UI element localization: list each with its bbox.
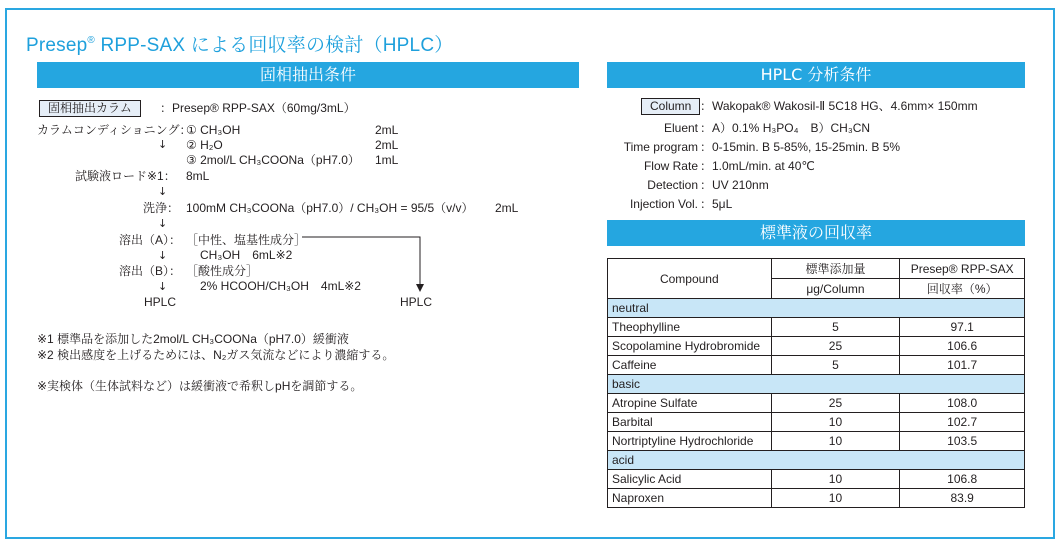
recovery-cell: 108.0 xyxy=(900,394,1025,413)
cartridge-value: ：Presep® RPP-SAX（60mg/3mL） xyxy=(160,101,356,115)
amount-cell: 10 xyxy=(771,489,900,508)
down-arrow-icon: ↓ xyxy=(158,138,168,151)
hplc-destination-a: HPLC xyxy=(400,295,433,309)
group-label: acid xyxy=(608,451,1025,470)
detection-label: Detection xyxy=(647,178,698,192)
table-row xyxy=(608,318,1025,337)
elution-a-value: ［中性、塩基性成分］ xyxy=(186,233,307,247)
elution-b-value: ［酸性成分］ xyxy=(186,264,259,278)
product-header: Presep® RPP-SAX xyxy=(900,259,1025,279)
elution-b-solvent: 2% HCOOH/CH₃OH 4mL※2 xyxy=(200,279,361,293)
amount-cell: 10 xyxy=(771,432,900,451)
flow-rate-value: ：1.0mL/min. at 40℃ xyxy=(700,159,815,173)
amount-unit-header: μg/Column xyxy=(771,279,900,299)
recovery-cell: 102.7 xyxy=(900,413,1025,432)
hplc-conditions-banner: HPLC 分析条件 xyxy=(607,62,1025,88)
note-1: ※1 標準品を添加した2mol/L CH₃COONa（pH7.0）緩衝液 xyxy=(37,332,349,346)
load-value: 8mL xyxy=(186,169,210,183)
injection-volume-value: ：5μL xyxy=(700,197,733,211)
note-3: ※実検体（生体試料など）は緩衝液で希釈しpHを調節する。 xyxy=(37,379,363,393)
recovery-cell: 97.1 xyxy=(900,318,1025,337)
wash-volume: 2mL xyxy=(495,201,519,215)
amount-cell: 10 xyxy=(771,413,900,432)
page-title: Presep® RPP-SAX による回収率の検討（HPLC） xyxy=(26,35,454,56)
amount-cell: 25 xyxy=(771,394,900,413)
table-row xyxy=(608,489,1025,508)
group-row-basic xyxy=(608,375,1025,394)
conditioning-step-3: ③ 2mol/L CH₃COONa（pH7.0） xyxy=(186,153,360,167)
amount-cell: 5 xyxy=(771,318,900,337)
conditioning-step-1: ① CH₃OH xyxy=(186,123,241,137)
group-row-acid xyxy=(608,451,1025,470)
group-row-neutral xyxy=(608,299,1025,318)
recovery-cell: 101.7 xyxy=(900,356,1025,375)
down-arrow-icon: ↓ xyxy=(158,185,168,198)
amount-cell: 25 xyxy=(771,337,900,356)
amount-cell: 5 xyxy=(771,356,900,375)
recovery-cell: 103.5 xyxy=(900,432,1025,451)
compound-cell: Nortriptyline Hydrochloride xyxy=(608,432,772,451)
compound-cell: Caffeine xyxy=(608,356,772,375)
table-row xyxy=(608,432,1025,451)
group-label: basic xyxy=(608,375,1025,394)
table-row xyxy=(608,394,1025,413)
amount-header: 標準添加量 xyxy=(771,259,900,279)
table-row xyxy=(608,356,1025,375)
spe-conditions-banner: 固相抽出条件 xyxy=(37,62,579,88)
amount-cell: 10 xyxy=(771,470,900,489)
time-program-value: ：0-15min. B 5-85%, 15-25min. B 5% xyxy=(700,140,901,154)
elution-a-solvent: CH₃OH 6mL※2 xyxy=(200,248,293,262)
elution-b-label: 溶出（B）： xyxy=(119,264,182,278)
elution-a-label: 溶出（A）： xyxy=(119,233,182,247)
note-2: ※2 検出感度を上げるためには、N₂ガス気流などにより濃縮する。 xyxy=(37,348,395,362)
recovery-banner: 標準液の回収率 xyxy=(607,220,1025,246)
recovery-cell: 83.9 xyxy=(900,489,1025,508)
conditioning-step-2-volume: 2mL xyxy=(375,138,399,152)
compound-header: Compound xyxy=(608,259,772,299)
recovery-header: 回収率（%） xyxy=(900,279,1025,299)
cartridge-label: 固相抽出カラム xyxy=(39,100,141,117)
eluent-value: ：A）0.1% H₃PO₄ B）CH₃CN xyxy=(700,121,871,135)
down-arrow-icon: ↓ xyxy=(158,217,168,230)
hplc-destination-b: HPLC xyxy=(144,295,177,309)
wash-label: 洗浄： xyxy=(143,201,180,215)
group-label: neutral xyxy=(608,299,1025,318)
table-row xyxy=(608,413,1025,432)
compound-cell: Naproxen xyxy=(608,489,772,508)
compound-cell: Barbital xyxy=(608,413,772,432)
conditioning-step-3-volume: 1mL xyxy=(375,153,399,167)
down-arrow-icon: ↓ xyxy=(158,280,168,293)
column-value: ：Wakopak® Wakosil-Ⅱ 5C18 HG、4.6mm× 150mm xyxy=(700,99,978,113)
eluent-label: Eluent xyxy=(663,121,698,135)
injection-volume-label: Injection Vol. xyxy=(629,197,698,211)
conditioning-step-2: ② H₂O xyxy=(186,138,223,152)
recovery-cell: 106.8 xyxy=(900,470,1025,489)
compound-cell: Theophylline xyxy=(608,318,772,337)
time-program-label: Time program xyxy=(623,140,698,154)
column-label: Column xyxy=(641,98,700,115)
wash-value: 100mM CH₃COONa（pH7.0）/ CH₃OH = 95/5（v/v） xyxy=(186,201,474,215)
down-arrow-icon: ↓ xyxy=(158,249,168,262)
table-row xyxy=(608,337,1025,356)
compound-cell: Scopolamine Hydrobromide xyxy=(608,337,772,356)
detection-value: ：UV 210nm xyxy=(700,178,769,192)
table-row xyxy=(608,470,1025,489)
recovery-cell: 106.6 xyxy=(900,337,1025,356)
conditioning-label: カラムコンディショニング： xyxy=(37,123,192,137)
compound-cell: Salicylic Acid xyxy=(608,470,772,489)
elution-a-connector xyxy=(300,234,430,298)
table-header-row xyxy=(608,259,1025,279)
compound-cell: Atropine Sulfate xyxy=(608,394,772,413)
flow-rate-label: Flow Rate xyxy=(643,159,698,173)
load-label: 試験液ロード※1： xyxy=(75,169,176,183)
conditioning-step-1-volume: 2mL xyxy=(375,123,399,137)
recovery-table xyxy=(607,258,1025,508)
